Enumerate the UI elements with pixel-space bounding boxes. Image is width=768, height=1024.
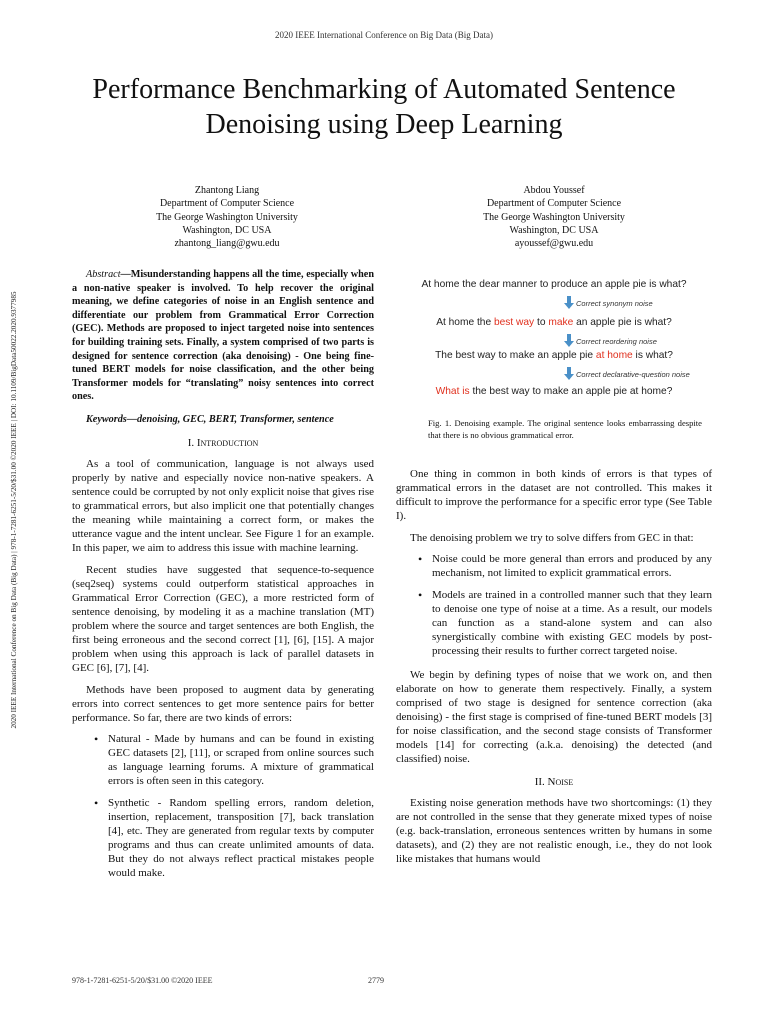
abstract-label: Abstract bbox=[86, 269, 121, 280]
figure-caption: Fig. 1. Denoising example. The original sentence looks embarrassing despite that there is no obvious grammatical error. bbox=[428, 418, 702, 440]
author-name: Zhantong Liang bbox=[194, 185, 260, 196]
figure-note-3: Correct declarative-question noise bbox=[576, 370, 690, 379]
figure-sentence-3 bbox=[396, 349, 712, 363]
list-item: • Models are trained in a controlled manner such that they learn to denoise one type of noise at a time. As a result, our models can function as a stand-alone system and can also synergistically combine with existing GEC models by post-processing their results to further correct targeted noise. bbox=[432, 588, 712, 658]
figure-sentence-2 bbox=[396, 316, 712, 330]
side-citation bbox=[7, 190, 21, 830]
highlight-run: best way bbox=[493, 317, 535, 328]
highlight-run: at home bbox=[595, 350, 633, 361]
text-run: to bbox=[534, 317, 549, 328]
highlight-run: make bbox=[548, 317, 574, 328]
side-citation-text: 2020 IEEE International Conference on Big Data (Big Data) | 978-1-7281-6251-5/20/$31.00 ©2020 IEEE | DOI: 10.1109/BigData50022.2020.9377985 bbox=[10, 291, 18, 729]
abstract bbox=[72, 268, 374, 404]
paragraph: As a tool of communication, language is not always used properly by native and especially novice non-native speakers. A sentence could be corrupted by not only explicit noise that gives rise to grammatical errors, but also implicit one that potentially changes the meaning while maintaining a correct form, or makes the utterance vague and the intent unclear. See Figure 1 for an example. In this paper, we aim to address this issue with machine learning. bbox=[72, 457, 374, 554]
page-number: 2779 bbox=[368, 976, 384, 985]
left-column bbox=[72, 268, 374, 888]
right-column bbox=[396, 276, 712, 866]
list-item: • Noise could be more general than errors and produced by any mechanism, not limited to explicit grammatical errors. bbox=[432, 552, 712, 580]
text-run: At home the bbox=[436, 317, 494, 328]
author-email[interactable]: zhantong_liang@gwu.edu bbox=[174, 238, 280, 250]
down-arrow-icon bbox=[566, 296, 572, 308]
author-location: Washington, DC USA bbox=[509, 224, 599, 236]
figure-note-1: Correct synonym noise bbox=[576, 299, 653, 308]
author-block-2 bbox=[439, 184, 669, 250]
author-org: The George Washington University bbox=[156, 211, 298, 223]
section-heading-noise: II. Noise bbox=[534, 776, 574, 788]
paragraph: Recent studies have suggested that sequence-to-sequence (seq2seq) systems could outperform statistical approaches in Grammatical Error Correction (GEC), a more restricted form of sentence denoising, by modeling it as a machine translation (MT) problem where the source and target sentences are both English, the first being erroneous and the second correct [1], [6], [15]. A major problem when using this approach is lack of parallel datasets in GEC [6], [7], [4]. bbox=[72, 563, 374, 674]
figure-note-2: Correct reordering noise bbox=[576, 337, 657, 346]
paragraph: We begin by defining types of noise that we work on, and then elaborate on how to generate them respectively. Finally, a system comprised of two stage is designed for sentence correction (aka denoising) - the first stage is comprised of fine-tuned BERT models [3] for noise classification, and the second stage consists of Transformer models [14] for correcting (a.k.a. denoising) the detected (and classified) noise. bbox=[396, 669, 712, 765]
author-dept: Department of Computer Science bbox=[486, 198, 622, 210]
text-run: is what? bbox=[632, 350, 673, 361]
highlight-run: What is bbox=[435, 386, 470, 397]
down-arrow-icon bbox=[566, 367, 572, 379]
title-line-1: Performance Benchmarking of Automated Sentence bbox=[92, 74, 676, 105]
author-email[interactable]: ayoussef@gwu.edu bbox=[514, 238, 594, 250]
text-run: the best way to make an apple pie at home? bbox=[469, 386, 673, 397]
paragraph: The denoising problem we try to solve differs from GEC in that: bbox=[410, 532, 694, 544]
title-line-2: Denoising using Deep Learning bbox=[205, 109, 563, 140]
figure-sentence-4 bbox=[396, 385, 712, 399]
list-item: • Synthetic - Random spelling errors, random deletion, insertion, replacement, transposition [7], back translation [4], etc. They are generated from regular texts by computer programs and thus can create unlimited amounts of data. But they do not always reflect practical mistakes people would make. bbox=[108, 796, 374, 880]
paragraph: Existing noise generation methods have two shortcomings: (1) they are not controlled in the sense that they generate mixed types of noise (e.g. back-translation, erroneous sentences written by humans in some datasets), and (2) they are not realistic enough, i.e., they do not look like mistakes that humans would bbox=[396, 797, 712, 865]
error-kinds-list bbox=[72, 732, 374, 880]
section-heading-introduction: I. Introduction bbox=[187, 436, 259, 449]
author-location: Washington, DC USA bbox=[182, 224, 272, 236]
author-org: The George Washington University bbox=[483, 211, 625, 223]
paragraph: One thing in common in both kinds of errors is that types of grammatical errors in the dataset are not controlled. This makes it difficult to improve the performance for a specific error type (See Table I). bbox=[396, 468, 712, 522]
author-dept: Department of Computer Science bbox=[159, 198, 295, 210]
text-run: an apple pie is what? bbox=[573, 317, 672, 328]
author-name: Abdou Youssef bbox=[523, 185, 585, 196]
figure-sentence-1: At home the dear manner to produce an apple pie is what? bbox=[421, 279, 687, 290]
text-run: The best way to make an apple pie bbox=[435, 350, 596, 361]
figure-1 bbox=[396, 276, 712, 406]
conference-header: 2020 IEEE International Conference on Big Data (Big Data) bbox=[275, 30, 493, 40]
down-arrow-icon bbox=[566, 334, 572, 346]
paragraph: Methods have been proposed to augment data by generating errors into correct sentences to get more sentence pairs for better performance. So far, there are two kinds of errors: bbox=[72, 683, 374, 724]
paper-title bbox=[40, 72, 728, 142]
footer-copyright: 978-1-7281-6251-5/20/$31.00 ©2020 IEEE bbox=[72, 976, 213, 985]
list-item: • Natural - Made by humans and can be found in existing GEC datasets [2], [11], or scraped from online sources such as language learning forums. A mixture of grammatical errors is often seen in this category. bbox=[108, 732, 374, 788]
differences-list bbox=[396, 552, 712, 658]
abstract-text: —Misunderstanding happens all the time, especially when a non-native speaker is involved. To help recover the original meaning, we define categories of noise in an English sentence and differentiate our problem from Grammatical Error Correction (GEC). Methods are proposed to inject targeted noise into sentences for building training sets. Finally, a system comprised of two parts is designed for sentence correction (aka denoising) - One being fine-tuned BERT models for noise classification, and the other being Transformer models for “translating” noisy sentences into correct ones. bbox=[72, 269, 374, 403]
keywords: Keywords—denoising, GEC, BERT, Transformer, sentence bbox=[86, 413, 334, 425]
author-block-1 bbox=[112, 184, 342, 250]
